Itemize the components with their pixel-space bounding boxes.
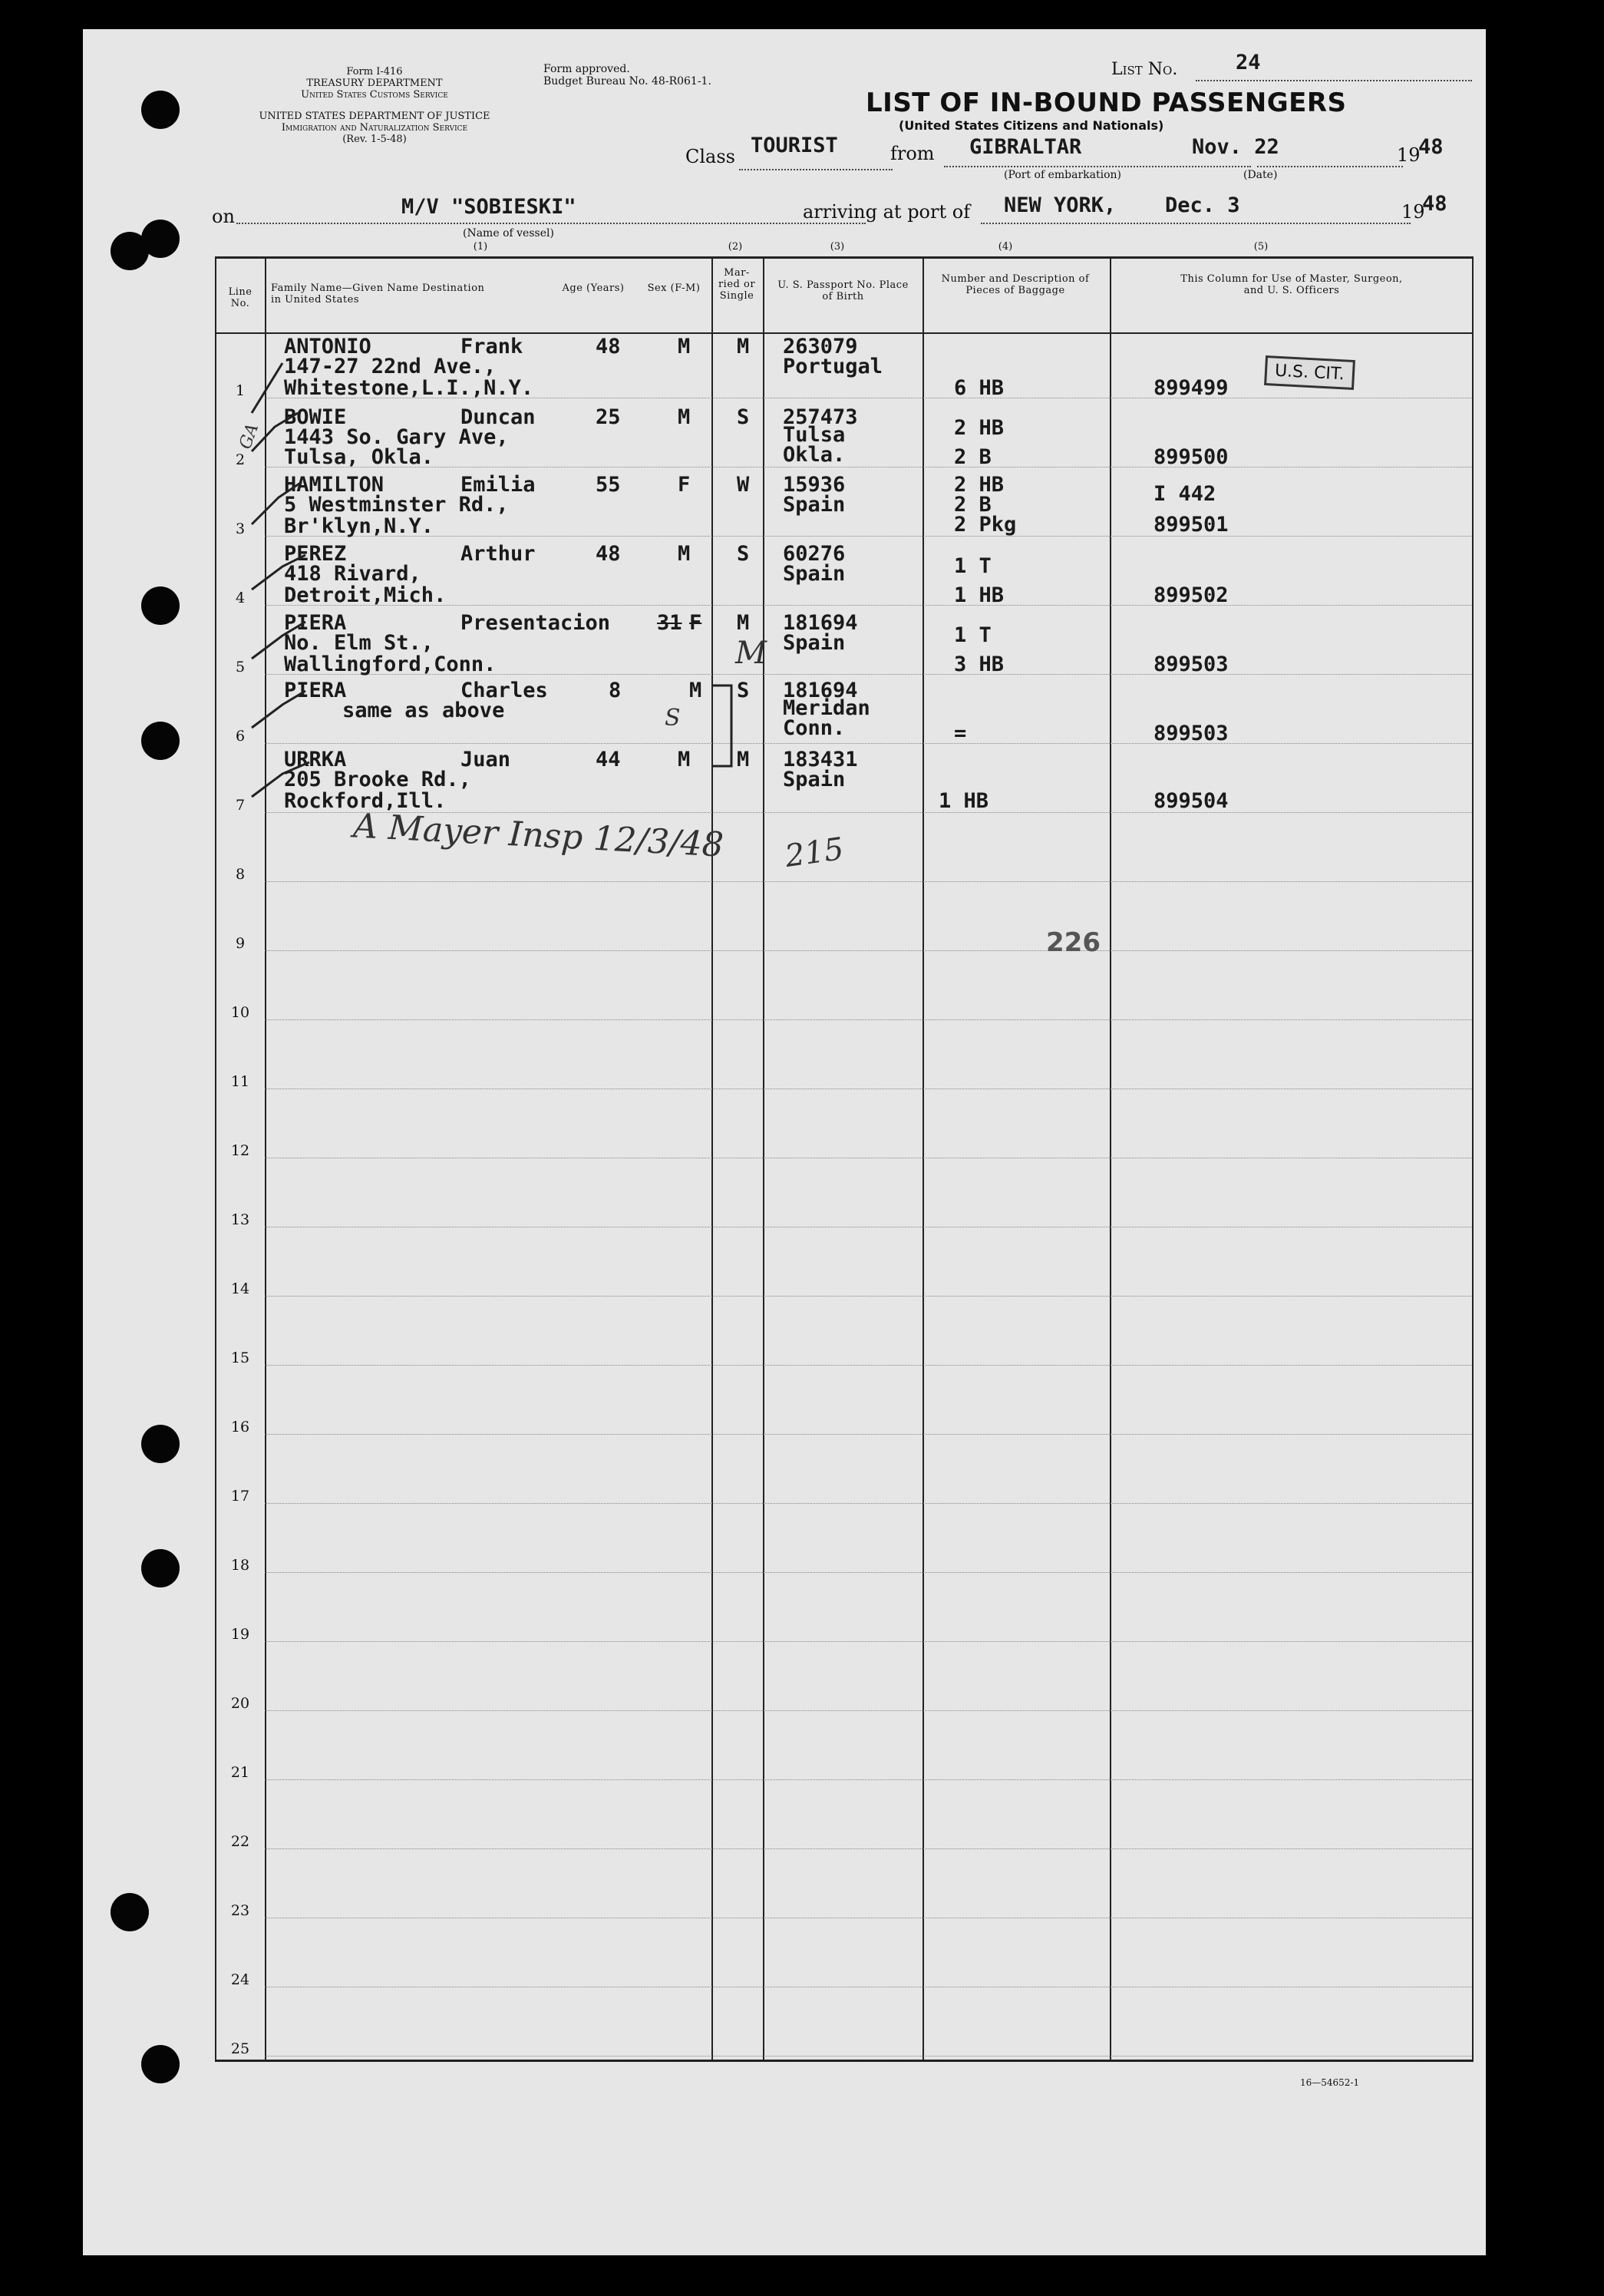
- binder-hole: [141, 2045, 180, 2083]
- family-name: ANTONIO: [284, 335, 371, 358]
- line-number: 5: [235, 659, 246, 676]
- header-passport: U. S. Passport No. Place of Birth: [777, 279, 909, 302]
- marital-status: S: [737, 679, 750, 702]
- passport-no: 181694: [783, 679, 858, 702]
- line-number: 11: [230, 1073, 250, 1090]
- age: 48: [596, 542, 621, 566]
- customs-service: United States Customs Service: [301, 89, 448, 101]
- officer-number: 899503: [1153, 652, 1229, 676]
- line-number: 12: [230, 1142, 250, 1159]
- given-name: Presentacion: [460, 611, 611, 635]
- place-of-birth: Spain: [783, 562, 846, 586]
- baggage: 1 HB: [939, 789, 989, 813]
- binder-hole: [111, 1893, 149, 1931]
- address-line-1: 205 Brooke Rd.,: [284, 768, 471, 791]
- officer-number: 899500: [1153, 445, 1229, 469]
- sex: F: [689, 611, 702, 635]
- binder-hole: [141, 1425, 180, 1463]
- col-number-4: (4): [998, 241, 1013, 253]
- age: 55: [596, 473, 621, 497]
- baggage: 1 T: [954, 623, 992, 647]
- sex: M: [689, 679, 702, 702]
- handwritten-mark: 226: [1046, 927, 1101, 958]
- binder-hole: [141, 220, 180, 258]
- header-name: Family Name—Given Name Destination in United States: [271, 282, 485, 306]
- place-of-birth: Meridan Conn.: [783, 696, 870, 740]
- address-line-1: 1443 So. Gary Ave,: [284, 425, 509, 449]
- line-number: 7: [235, 797, 246, 814]
- address-line-1: same as above: [342, 699, 505, 722]
- address-line-1: 5 Westminster Rd.,: [284, 493, 509, 517]
- place-of-birth: Portugal: [783, 355, 883, 378]
- line-number: 25: [230, 2040, 250, 2057]
- sex-correction: M: [735, 636, 767, 671]
- port-embark-label: (Port of embarkation): [1004, 169, 1121, 181]
- age: 48: [596, 335, 621, 358]
- line-number: 19: [230, 1626, 250, 1643]
- family-name: BOWIE: [284, 405, 347, 429]
- line-number: 24: [230, 1971, 250, 1988]
- vessel-label: (Name of vessel): [463, 227, 554, 240]
- port-value: NEW YORK,: [1004, 193, 1117, 217]
- line-number: 20: [230, 1695, 250, 1712]
- passport-no: 60276: [783, 542, 846, 566]
- baggage: 6 HB: [954, 376, 1005, 400]
- place-of-birth: Spain: [783, 631, 846, 655]
- given-name: Arthur: [460, 542, 536, 566]
- list-no-label: List No.: [1111, 60, 1178, 79]
- family-name: PEREZ: [284, 542, 347, 566]
- family-name: PIERA: [284, 679, 347, 702]
- budget-bureau: Budget Bureau No. 48-R061-1.: [543, 75, 711, 88]
- sex: M: [678, 335, 691, 358]
- date-value: Nov. 22: [1192, 135, 1279, 159]
- form-approved: Form approved.: [543, 63, 630, 75]
- passport-no: 15936: [783, 473, 846, 497]
- age: 8: [609, 679, 622, 702]
- line-number: 8: [235, 866, 246, 883]
- line-number: 22: [230, 1833, 250, 1850]
- header-baggage: Number and Description of Pieces of Baggage: [941, 273, 1090, 296]
- binder-hole: [141, 722, 180, 760]
- line-number: 13: [230, 1211, 250, 1228]
- address-line-2: Whitestone,L.I.,N.Y.: [284, 376, 534, 400]
- inspector-signature: A Mayer Insp 12/3/48: [351, 806, 725, 865]
- arrival-year-prefix: 19: [1401, 201, 1425, 223]
- age: 31: [657, 611, 682, 635]
- sex: F: [678, 473, 691, 497]
- line-number: 18: [230, 1557, 250, 1574]
- address-line-2: Rockford,Ill.: [284, 789, 447, 813]
- line-number: 2: [235, 451, 246, 468]
- line-number: 14: [230, 1280, 250, 1297]
- marital-status: M: [737, 611, 750, 635]
- arriving-label: arriving at port of: [803, 201, 971, 223]
- class-label: Class: [685, 146, 735, 167]
- status-correction: S: [665, 705, 681, 732]
- on-label: on: [212, 206, 235, 227]
- place-of-birth: Tulsa Okla.: [783, 423, 846, 467]
- officer-number: 899502: [1153, 583, 1229, 607]
- header-sex: Sex (F-M): [647, 282, 701, 294]
- col-number-2: (2): [728, 241, 743, 253]
- class-value: TOURIST: [751, 134, 838, 157]
- document-page: [83, 29, 1486, 2255]
- baggage: 2 Pkg: [954, 513, 1017, 537]
- document-subtitle: (United States Citizens and Nationals): [899, 118, 1164, 133]
- sex: M: [678, 405, 691, 429]
- bracket-mark: [697, 682, 743, 774]
- given-name: Emilia: [460, 473, 536, 497]
- marital-status: S: [737, 405, 750, 429]
- form-number: Form I-416: [346, 66, 403, 78]
- line-number: 6: [235, 728, 246, 745]
- print-code: 16—54652-1: [1300, 2077, 1360, 2088]
- address-line-2: Detroit,Mich.: [284, 583, 447, 607]
- treasury-dept: TREASURY DEPARTMENT: [306, 78, 443, 89]
- binder-hole: [141, 1549, 180, 1587]
- given-name: Duncan: [460, 405, 536, 429]
- officer-number: 899501: [1153, 513, 1229, 537]
- marital-status: M: [737, 335, 750, 358]
- marital-status: M: [737, 748, 750, 771]
- baggage: 1 T: [954, 554, 992, 578]
- justice-dept: UNITED STATES DEPARTMENT OF JUSTICE: [259, 111, 490, 122]
- line-number: 4: [235, 590, 246, 606]
- arrival-date: Dec. 3: [1165, 193, 1240, 217]
- passport-no: 183431: [783, 748, 858, 771]
- baggage: 2 HB: [954, 473, 1005, 497]
- header-age: Age (Years): [562, 282, 625, 294]
- line-number: 15: [230, 1350, 250, 1366]
- officer-number: 899504: [1153, 789, 1229, 813]
- address-line-2: Br'klyn,N.Y.: [284, 514, 434, 538]
- family-name: HAMILTON: [284, 473, 384, 497]
- baggage: =: [954, 722, 967, 745]
- officer-number: 899503: [1153, 722, 1229, 745]
- header-officers: This Column for Use of Master, Surgeon, and U. S. Officers: [1180, 273, 1403, 296]
- list-no-value: 24: [1236, 51, 1261, 74]
- sex: M: [678, 748, 691, 771]
- document-title: LIST OF IN-BOUND PASSENGERS: [866, 88, 1347, 118]
- year-prefix: 19: [1397, 144, 1421, 166]
- family-name: PIERA: [284, 611, 347, 635]
- ins-service: Immigration and Naturalization Service: [281, 122, 468, 134]
- year-value: 48: [1418, 135, 1444, 159]
- line-number: 17: [230, 1488, 250, 1505]
- family-name: URRKA: [284, 748, 347, 771]
- revision: (Rev. 1-5-48): [342, 134, 407, 145]
- age: 44: [596, 748, 621, 771]
- given-name: Juan: [460, 748, 511, 771]
- passport-no: 181694: [783, 611, 858, 635]
- from-value: GIBRALTAR: [969, 135, 1082, 159]
- binder-hole: [141, 91, 180, 129]
- baggage: 3 HB: [954, 652, 1005, 676]
- header-married: Mar-ried or Single: [718, 267, 756, 302]
- arrival-year: 48: [1422, 192, 1447, 216]
- col-number-1: (1): [473, 241, 488, 253]
- marital-status: S: [737, 542, 750, 566]
- us-citizen-stamp: U.S. CIT.: [1264, 355, 1355, 390]
- col-number-5: (5): [1253, 241, 1269, 253]
- line-number: 10: [230, 1004, 250, 1021]
- baggage: 1 HB: [954, 583, 1005, 607]
- sex: M: [678, 542, 691, 566]
- baggage: 2 HB: [954, 416, 1005, 440]
- binder-hole: [141, 586, 180, 625]
- officer-extra: I 442: [1153, 482, 1216, 506]
- address-line-2: Wallingford,Conn.: [284, 652, 497, 676]
- baggage: 2 B: [954, 493, 992, 517]
- age: 25: [596, 405, 621, 429]
- handwritten-count: 215: [783, 831, 847, 875]
- line-number: 9: [235, 935, 246, 952]
- given-name: Charles: [460, 679, 548, 702]
- officer-number: 899499: [1153, 376, 1229, 400]
- from-label: from: [890, 143, 935, 164]
- passport-no: 263079: [783, 335, 858, 358]
- date-label: (Date): [1243, 169, 1278, 181]
- address-line-2: Tulsa, Okla.: [284, 445, 434, 469]
- col-number-3: (3): [830, 241, 845, 253]
- header-line-no: Line No.: [228, 286, 252, 309]
- given-name: Frank: [460, 335, 523, 358]
- address-line-1: 147-27 22nd Ave.,: [284, 355, 497, 378]
- check-marks: [236, 336, 328, 828]
- place-of-birth: Spain: [783, 493, 846, 517]
- marital-status: W: [737, 473, 750, 497]
- line-number: 21: [230, 1764, 250, 1781]
- address-line-1: No. Elm St.,: [284, 631, 434, 655]
- address-line-1: 418 Rivard,: [284, 562, 421, 586]
- vessel-value: M/V "SOBIESKI": [401, 195, 576, 219]
- margin-mark: GA: [236, 421, 263, 452]
- line-number: 23: [230, 1902, 250, 1919]
- line-number: 1: [235, 382, 246, 399]
- baggage: 2 B: [954, 445, 992, 469]
- line-number: 3: [235, 520, 246, 537]
- line-number: 16: [230, 1419, 250, 1435]
- place-of-birth: Spain: [783, 768, 846, 791]
- passport-no: 257473: [783, 405, 858, 429]
